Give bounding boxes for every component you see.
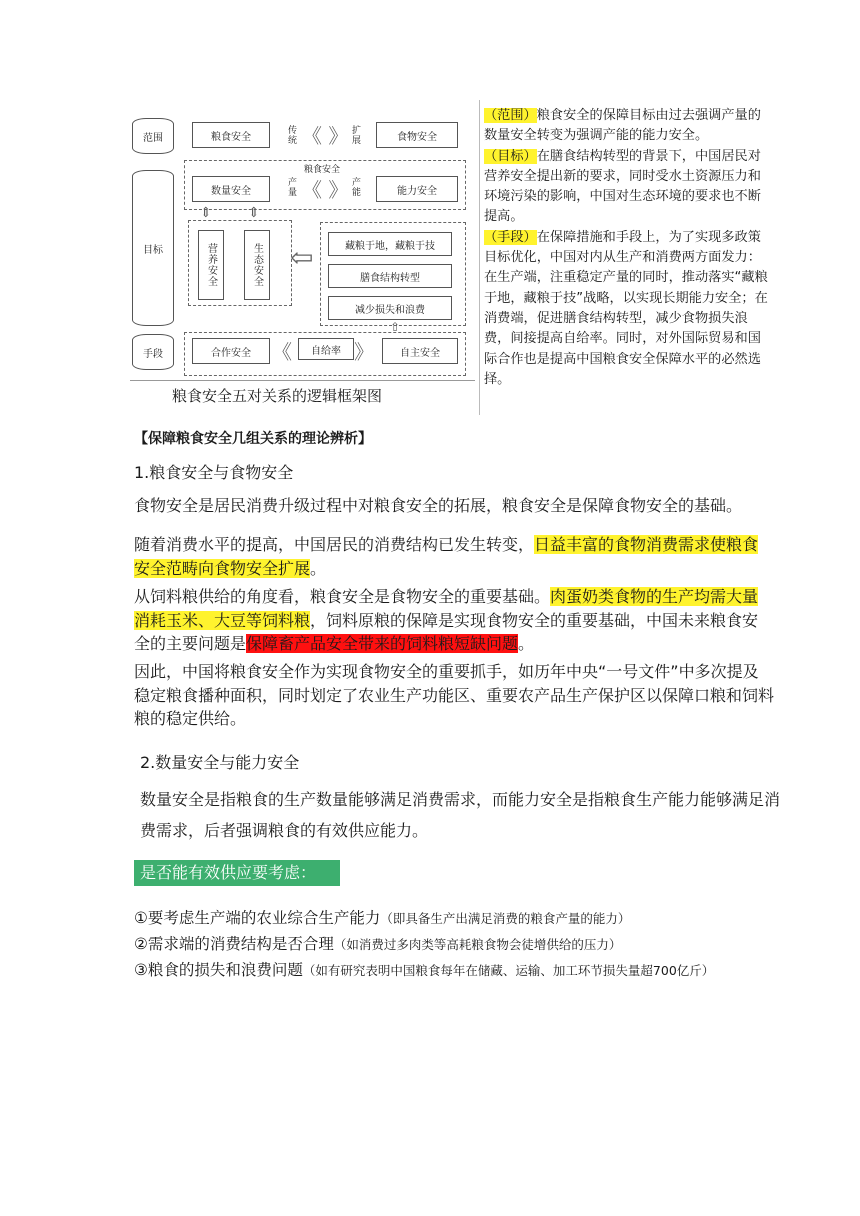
section2-heading: 2.数量安全与能力安全 — [140, 753, 300, 772]
logic-framework-diagram — [128, 100, 473, 380]
independent-security-box: 自主安全 — [382, 338, 458, 364]
grain-security-box: 粮食安全 — [192, 122, 270, 148]
diagram-caption: 粮食安全五对关系的逻辑框架图 — [172, 387, 383, 405]
means-tag: （手段） — [484, 229, 537, 245]
means-text: 在保障措施和手段上，为了实现多政策目标优化，中国对内从生产和消费两方面发力：在生产端，注重稳定产量的同时，推动落实“藏粮于地，藏粮于技”战略，以实现长期能力安全；在消费端，促进膳食结构转型，减少食物损失浪费，间接提高自给率。同时，对外国际贸易和国际合作也是提高中国粮食安全保障水平的必然选择。 — [484, 229, 768, 387]
caption-separator — [130, 380, 475, 381]
consider-item: ①要考虑生产端的农业综合生产能力（即具备生产出满足消费的粮食产量的能力） — [134, 909, 631, 927]
consider-title-banner: 是否能有效供应要考虑： — [134, 860, 340, 886]
means-label: 手段 — [132, 334, 174, 370]
food-security-box: 食物安全 — [376, 122, 458, 148]
measure-item: 藏粮于地，藏粮于技 — [328, 232, 452, 256]
section1-paragraph3: 从饲料粮供给的角度看，粮食安全是食物安全的重要基础。肉蛋奶类食物的生产均需大量消耗玉米、大豆等饲料粮，饲料原粮的保障是实现食物安全的重要基础，中国未来粮食安全的主要问题是保障畜产品安全带来的饲料粮短缺问题。 — [134, 587, 759, 653]
section1-heading: 1.粮食安全与食物安全 — [134, 463, 294, 482]
up-down-arrow-icon: ⇕ — [248, 205, 260, 221]
double-chevron-icon: 《 》 — [302, 178, 349, 202]
section1-paragraph2: 随着消费水平的提高，中国居民的消费结构已发生转变，日益丰富的食物消费需求使粮食安全范畴向食物安全扩展。 — [134, 535, 759, 578]
ecology-security-box: 生态安全 — [244, 230, 270, 300]
extend-label: 扩展 — [352, 126, 362, 146]
right-chevron-icon: 》 — [354, 340, 374, 364]
traditional-label: 传统 — [288, 126, 298, 146]
nutrition-security-box: 营养安全 — [198, 230, 224, 300]
section1-paragraph1: 食物安全是居民消费升级过程中对粮食安全的拓展，粮食安全是保障食物安全的基础。 — [134, 496, 743, 515]
highlight-text: 日益丰富的食物消费需求使粮食安全范畴向食物安全扩展 — [134, 535, 759, 578]
highlight-text: 肉蛋奶类食物的生产均需大量消耗玉米、大豆等饲料粮 — [134, 587, 759, 630]
self-sufficiency-box: 自给率 — [298, 338, 354, 360]
capacity-label: 产能 — [352, 178, 362, 198]
range-text: 粮食安全的保障目标由过去强调产量的数量安全转变为强调产能的能力安全。 — [484, 108, 761, 144]
column-divider — [479, 100, 480, 415]
cooperation-security-box: 合作安全 — [192, 338, 270, 364]
red-highlight-text: 保障畜产品安全带来的饲料粮短缺问题 — [246, 634, 519, 653]
section-title: 【保障粮食安全几组关系的理论辨析】 — [134, 431, 372, 447]
double-chevron-icon: 《 》 — [302, 124, 349, 148]
quantity-security-box: 数量安全 — [192, 176, 270, 202]
goal-text: 在膳食结构转型的背景下，中国居民对营养安全提出新的要求，同时受水土资源压力和环境污染的影响，中国对生态环境的要求也不断提高。 — [484, 148, 761, 225]
consider-item: ②需求端的消费结构是否合理（如消费过多肉类等高耗粮食物会徒增供给的压力） — [134, 935, 622, 953]
left-arrow-icon: ⇦ — [290, 241, 314, 274]
capacity-security-box: 能力安全 — [376, 176, 458, 202]
diagram-explanation — [484, 106, 774, 390]
range-label: 范围 — [132, 118, 174, 154]
up-arrow-icon: ⇧ — [390, 320, 401, 334]
goal-tag: （目标） — [484, 148, 537, 164]
section2-paragraph: 数量安全是指粮食的生产数量能够满足消费需求，而能力安全是指粮食生产能力能够满足消费需求，后者强调粮食的有效供应能力。 — [140, 790, 781, 840]
section1-paragraph4: 因此，中国将粮食安全作为实现食物安全的重要抓手，如历年中央“一号文件”中多次提及稳定粮食播种面积，同时划定了农业生产功能区、重要农产品生产保护区以保障口粮和饲料粮的稳定供给。 — [134, 662, 775, 728]
measure-item: 减少损失和浪费 — [328, 296, 452, 320]
consider-item: ③粮食的损失和浪费问题（如有研究表明中国粮食每年在储藏、运输、加工环节损失量超700亿斤） — [134, 961, 715, 979]
goal-label: 目标 — [132, 170, 174, 326]
output-label: 产量 — [288, 178, 298, 198]
measure-item: 膳食结构转型 — [328, 264, 452, 288]
up-down-arrow-icon: ⇕ — [200, 205, 212, 221]
range-tag: （范围） — [484, 108, 537, 123]
goal-group-title: 粮食安全 — [304, 165, 341, 175]
left-chevron-icon: 《 — [272, 340, 292, 364]
